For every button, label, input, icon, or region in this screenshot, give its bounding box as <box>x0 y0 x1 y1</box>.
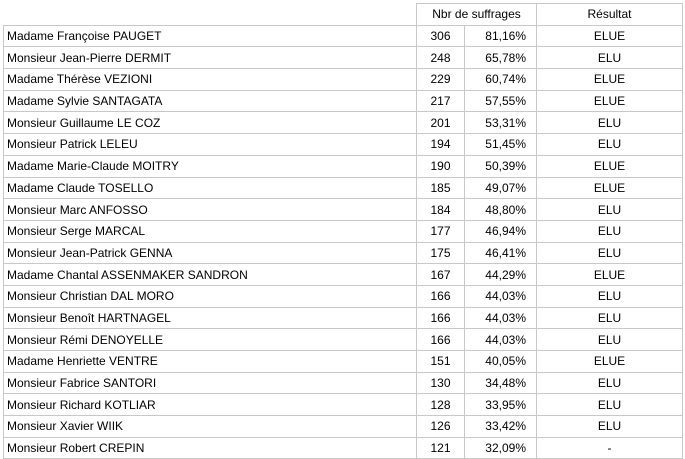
vote-percentage-cell: 49,07% <box>465 177 537 199</box>
candidate-name-cell: Madame Thérèse VEZIONI <box>4 69 417 91</box>
table-row <box>4 25 683 47</box>
candidate-name-cell: Madame Chantal ASSENMAKER SANDRON <box>4 264 417 286</box>
candidate-name-cell: Monsieur Jean-Patrick GENNA <box>4 242 417 264</box>
blank-header-cell <box>4 4 417 26</box>
vote-percentage-cell: 40,05% <box>465 351 537 373</box>
table-row <box>4 242 683 264</box>
vote-percentage-cell: 44,03% <box>465 329 537 351</box>
votes-count-cell: 126 <box>417 416 465 438</box>
table-row <box>4 134 683 156</box>
table-row <box>4 416 683 438</box>
result-cell: ELU <box>537 199 683 221</box>
table-body <box>4 25 683 459</box>
candidate-name-cell: Monsieur Marc ANFOSSO <box>4 199 417 221</box>
vote-percentage-cell: 46,94% <box>465 220 537 242</box>
votes-count-cell: 185 <box>417 177 465 199</box>
result-cell: ELU <box>537 220 683 242</box>
table-row <box>4 394 683 416</box>
votes-count-cell: 121 <box>417 437 465 459</box>
result-cell: ELUE <box>537 90 683 112</box>
votes-header: Nbr de suffrages <box>417 4 537 26</box>
vote-percentage-cell: 33,42% <box>465 416 537 438</box>
candidate-name-cell: Monsieur Robert CREPIN <box>4 437 417 459</box>
vote-percentage-cell: 65,78% <box>465 47 537 69</box>
votes-count-cell: 167 <box>417 264 465 286</box>
candidate-name-cell: Monsieur Benoît HARTNAGEL <box>4 307 417 329</box>
candidate-name-cell: Monsieur Patrick LELEU <box>4 134 417 156</box>
table-row <box>4 264 683 286</box>
result-cell: ELU <box>537 394 683 416</box>
candidate-name-cell: Madame Françoise PAUGET <box>4 25 417 47</box>
table-row <box>4 329 683 351</box>
table-row <box>4 199 683 221</box>
table-row <box>4 220 683 242</box>
result-cell: ELUE <box>537 25 683 47</box>
votes-count-cell: 194 <box>417 134 465 156</box>
table-row <box>4 69 683 91</box>
table-row <box>4 351 683 373</box>
vote-percentage-cell: 57,55% <box>465 90 537 112</box>
votes-count-cell: 217 <box>417 90 465 112</box>
vote-percentage-cell: 60,74% <box>465 69 537 91</box>
votes-count-cell: 166 <box>417 307 465 329</box>
votes-count-cell: 190 <box>417 155 465 177</box>
vote-percentage-cell: 33,95% <box>465 394 537 416</box>
candidate-name-cell: Madame Claude TOSELLO <box>4 177 417 199</box>
result-header: Résultat <box>537 4 683 26</box>
result-cell: ELU <box>537 134 683 156</box>
candidate-name-cell: Monsieur Jean-Pierre DERMIT <box>4 47 417 69</box>
vote-percentage-cell: 51,45% <box>465 134 537 156</box>
result-cell: ELUE <box>537 69 683 91</box>
vote-percentage-cell: 32,09% <box>465 437 537 459</box>
result-cell: ELU <box>537 329 683 351</box>
vote-percentage-cell: 50,39% <box>465 155 537 177</box>
candidate-name-cell: Monsieur Guillaume LE COZ <box>4 112 417 134</box>
candidate-name-cell: Monsieur Serge MARCAL <box>4 220 417 242</box>
votes-count-cell: 175 <box>417 242 465 264</box>
votes-count-cell: 184 <box>417 199 465 221</box>
candidate-name-cell: Monsieur Fabrice SANTORI <box>4 372 417 394</box>
candidate-name-cell: Madame Sylvie SANTAGATA <box>4 90 417 112</box>
votes-count-cell: 151 <box>417 351 465 373</box>
result-cell: ELU <box>537 416 683 438</box>
table-row <box>4 437 683 459</box>
table-row <box>4 307 683 329</box>
candidate-name-cell: Madame Marie-Claude MOITRY <box>4 155 417 177</box>
result-cell: ELUE <box>537 155 683 177</box>
votes-count-cell: 229 <box>417 69 465 91</box>
result-cell: ELU <box>537 242 683 264</box>
table-row <box>4 90 683 112</box>
result-cell: ELU <box>537 285 683 307</box>
candidate-name-cell: Monsieur Rémi DENOYELLE <box>4 329 417 351</box>
table-row <box>4 285 683 307</box>
votes-count-cell: 130 <box>417 372 465 394</box>
table-row <box>4 112 683 134</box>
result-cell: ELU <box>537 112 683 134</box>
vote-percentage-cell: 46,41% <box>465 242 537 264</box>
vote-percentage-cell: 44,29% <box>465 264 537 286</box>
votes-count-cell: 177 <box>417 220 465 242</box>
table-header <box>4 4 683 26</box>
result-cell: ELU <box>537 372 683 394</box>
result-cell: ELUE <box>537 351 683 373</box>
votes-count-cell: 201 <box>417 112 465 134</box>
candidate-name-cell: Monsieur Christian DAL MORO <box>4 285 417 307</box>
vote-percentage-cell: 81,16% <box>465 25 537 47</box>
candidate-name-cell: Monsieur Xavier WIIK <box>4 416 417 438</box>
table-row <box>4 155 683 177</box>
votes-count-cell: 248 <box>417 47 465 69</box>
table-row <box>4 372 683 394</box>
header-row <box>4 4 683 26</box>
result-cell: ELU <box>537 47 683 69</box>
votes-count-cell: 306 <box>417 25 465 47</box>
election-results-table <box>3 3 683 459</box>
vote-percentage-cell: 44,03% <box>465 285 537 307</box>
result-cell: ELUE <box>537 264 683 286</box>
votes-count-cell: 166 <box>417 329 465 351</box>
result-cell: ELU <box>537 307 683 329</box>
candidate-name-cell: Monsieur Richard KOTLIAR <box>4 394 417 416</box>
vote-percentage-cell: 48,80% <box>465 199 537 221</box>
vote-percentage-cell: 53,31% <box>465 112 537 134</box>
result-cell: ELUE <box>537 177 683 199</box>
votes-count-cell: 128 <box>417 394 465 416</box>
vote-percentage-cell: 34,48% <box>465 372 537 394</box>
votes-count-cell: 166 <box>417 285 465 307</box>
table-row <box>4 47 683 69</box>
candidate-name-cell: Madame Henriette VENTRE <box>4 351 417 373</box>
table-row <box>4 177 683 199</box>
vote-percentage-cell: 44,03% <box>465 307 537 329</box>
result-cell: - <box>537 437 683 459</box>
